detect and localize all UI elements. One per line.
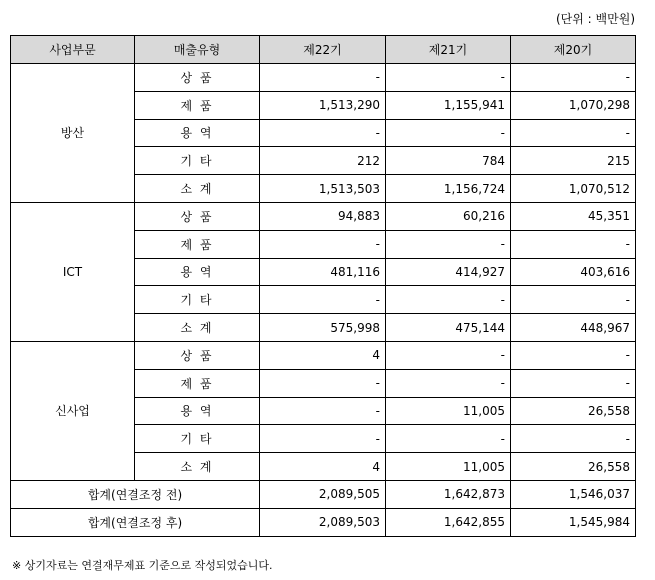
value-period-22: - [260,286,386,314]
header-period-22: 제22기 [260,36,386,64]
total-period-20: 1,545,984 [511,508,636,536]
table-body [11,64,636,537]
value-period-20: 1,070,298 [511,91,636,119]
value-period-20: - [511,286,636,314]
sales-type: 기 타 [135,286,260,314]
value-period-22: - [260,397,386,425]
value-period-21: - [386,425,511,453]
unit-label: (단위 : 백만원) [556,12,635,26]
total-label: 합계(연결조정 후) [11,508,260,536]
value-period-20: 215 [511,147,636,175]
segment-name: ICT [11,202,135,341]
header-row [11,36,636,64]
header-sales-type: 매출유형 [135,36,260,64]
value-period-21: - [386,230,511,258]
table-row [11,64,636,92]
value-period-21: 11,005 [386,453,511,481]
value-period-20: - [511,425,636,453]
segment-name: 방산 [11,64,135,203]
value-period-21: 60,216 [386,202,511,230]
table-row [11,341,636,369]
value-period-22: 575,998 [260,314,386,342]
value-period-20: 45,351 [511,202,636,230]
value-period-21: - [386,119,511,147]
header-period-21: 제21기 [386,36,511,64]
header-segment: 사업부문 [11,36,135,64]
value-period-22: - [260,64,386,92]
sales-type: 기 타 [135,425,260,453]
value-period-20: - [511,64,636,92]
sales-type: 상 품 [135,202,260,230]
total-row [11,508,636,536]
value-period-21: - [386,64,511,92]
total-period-21: 1,642,873 [386,480,511,508]
sales-type: 소 계 [135,453,260,481]
value-period-22: 94,883 [260,202,386,230]
value-period-20: 403,616 [511,258,636,286]
sales-type: 기 타 [135,147,260,175]
value-period-20: - [511,369,636,397]
value-period-21: 414,927 [386,258,511,286]
value-period-20: - [511,341,636,369]
value-period-21: 784 [386,147,511,175]
sales-type: 상 품 [135,341,260,369]
total-period-22: 2,089,503 [260,508,386,536]
value-period-20: - [511,230,636,258]
sales-type: 제 품 [135,369,260,397]
value-period-20: 448,967 [511,314,636,342]
sales-type: 용 역 [135,258,260,286]
sales-type: 소 계 [135,314,260,342]
sales-type: 상 품 [135,64,260,92]
sales-type: 제 품 [135,91,260,119]
footnote: ※ 상기자료는 연결재무제표 기준으로 작성되었습니다. [12,559,273,572]
value-period-21: 475,144 [386,314,511,342]
sales-type: 소 계 [135,175,260,203]
value-period-22: 4 [260,453,386,481]
value-period-22: 1,513,503 [260,175,386,203]
value-period-22: 481,116 [260,258,386,286]
value-period-21: 11,005 [386,397,511,425]
value-period-22: 4 [260,341,386,369]
total-period-22: 2,089,505 [260,480,386,508]
value-period-22: - [260,369,386,397]
value-period-22: 212 [260,147,386,175]
table-row [11,202,636,230]
value-period-21: 1,155,941 [386,91,511,119]
value-period-21: - [386,341,511,369]
value-period-21: 1,156,724 [386,175,511,203]
value-period-22: 1,513,290 [260,91,386,119]
total-label: 합계(연결조정 전) [11,480,260,508]
value-period-21: - [386,369,511,397]
value-period-22: - [260,425,386,453]
value-period-20: 26,558 [511,397,636,425]
value-period-20: - [511,119,636,147]
value-period-20: 1,070,512 [511,175,636,203]
segment-name: 신사업 [11,341,135,480]
value-period-21: - [386,286,511,314]
value-period-22: - [260,119,386,147]
total-period-20: 1,546,037 [511,480,636,508]
revenue-table [10,35,636,537]
sales-type: 용 역 [135,397,260,425]
header-period-20: 제20기 [511,36,636,64]
total-row [11,480,636,508]
sales-type: 용 역 [135,119,260,147]
value-period-22: - [260,230,386,258]
sales-type: 제 품 [135,230,260,258]
value-period-20: 26,558 [511,453,636,481]
total-period-21: 1,642,855 [386,508,511,536]
